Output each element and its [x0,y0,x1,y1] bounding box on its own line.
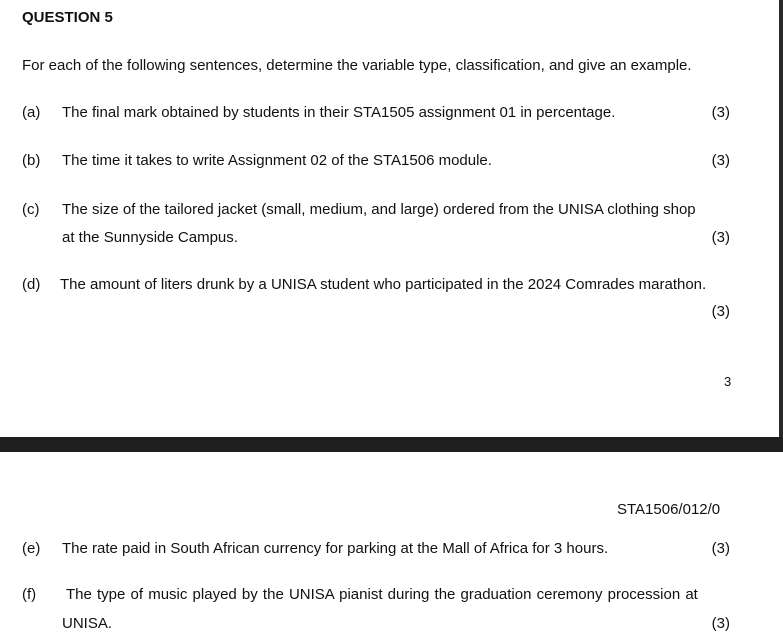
item-b-label: (b) [22,152,41,169]
item-e-text: The rate paid in South African currency for parking at the Mall of Africa for 3 hours. [62,540,609,557]
item-b-marks: (3) [711,152,730,169]
item-a-marks: (3) [711,104,730,121]
question-instruction: For each of the following sentences, determine the variable type, classification, and give an example. [22,57,692,74]
item-c-text-line1: The size of the tailored jacket (small, medium, and large) ordered from the UNISA clothing shop [62,201,696,218]
page-number: 3 [724,374,732,389]
item-e-label: (e) [22,540,41,557]
item-d-marks: (3) [711,303,730,320]
item-f-text-line2: UNISA. [62,615,113,632]
item-e-marks: (3) [711,540,730,557]
item-c-label: (c) [22,201,40,218]
question-title: QUESTION 5 [22,9,113,26]
item-d-label: (d) [22,276,41,293]
page-edge-shadow [779,0,783,437]
item-f-text-line1: The type of music played by the UNISA pianist during the graduation ceremony procession at [66,586,698,603]
item-d-text: The amount of liters drunk by a UNISA student who participated in the 2024 Comrades marathon. [60,276,707,293]
item-f-marks: (3) [711,615,730,632]
course-code-header: STA1506/012/0 [617,501,721,518]
item-a-label: (a) [22,104,41,121]
page-bottom [0,452,783,642]
item-c-marks: (3) [711,229,730,246]
item-a-text: The final mark obtained by students in their STA1505 assignment 01 in percentage. [62,104,616,121]
item-f-label: (f) [22,586,37,603]
item-c-text-line2: at the Sunnyside Campus. [62,229,238,246]
item-b-text: The time it takes to write Assignment 02 of the STA1506 module. [62,152,492,169]
page-separator [0,437,783,452]
